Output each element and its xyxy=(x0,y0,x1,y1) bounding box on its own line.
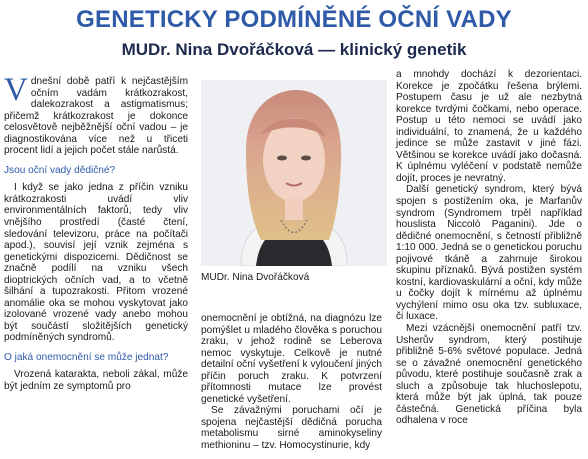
paragraph: onemocnění je obtížná, na diagnózu lze pomýšlet u mladého člověka s poruchou zraku, v jehož rodině se Leberova nemoc vyskytuje. Celkově je nutné detailní oční vyšetření k vyloučení jiných příčin poruch zraku. K potvrzení přítomnosti mutace lze provést genetické vyšetření. xyxy=(201,313,382,405)
article-author: MUDr. Nina Dvořáčková — klinický genetik xyxy=(121,40,467,59)
middle-column xyxy=(201,313,382,452)
paragraph: I když se jako jedna z příčin vzniku krátkozrakosti uvádí vliv environmentálních faktorů, tedy vliv vnějšího prostředí (časté čtení, sledování televizoru, práce na počítači apod.), souvisí její vznik zejména s genetickými dispozicemi. Dědičnost se značně podílí na vzniku všech dioptrických očních vad, a to včetně šilhání a tupozrakosti. Přitom vrozené anomálie oka se mohou vyskytovat jako izolované vrozené vady anebo mohou být součástí složitějších genetický podmíněných syndromů. xyxy=(4,182,188,344)
right-column xyxy=(396,69,582,427)
paragraph: Se závažnými poruchami očí je spojena nejčastější dědičná porucha metabolismu sirné aminokyseliny methioninu – tzv. Homocystinurie, kdy xyxy=(201,405,382,452)
section-heading-diseases: O jaká onemocnění se může jednat? xyxy=(4,351,169,363)
section-heading-hereditary: Jsou oční vady dědičné? xyxy=(4,164,116,176)
article-title: GENETICKY PODMÍNĚNÉ OČNÍ VADY xyxy=(76,6,512,33)
paragraph: Další genetický syndrom, který bývá spojen s postižením oka, je Marfanův syndrom (Syndromem trpěl například houslista Niccolò Paganini). Jde o dědičné onemocnění, s četností přibližně 1:10 000. Jedná se o genetickou poruchu pojivové tkáně a zahrnuje širokou skupinu příznaků. Bývá postižen systém kostní, kardiovaskulární a oční, kdy může u čočky dojít k mírnému až úplnému vychýlení mimo osu oka tzv. subluxace, či luxace. xyxy=(396,184,582,323)
intro-text: dnešní době patří k nejčastějším očním vadám krátkozrakost, dalekozrakost a astigmatismus; přičemž krátkozrakost je dokonce celosvětově nejběžnější oční vadou – je diagnostikována více než u třiceti procent lidí a jejich počet stále narůstá. xyxy=(4,76,188,157)
paragraph: a mnohdy dochází k dezorientaci. Korekce je zpočátku řešena brýlemi. Postupem času je už ale nezbytná korekce tvrdými čočkami, nebo operace. Postup u této nemoci se uvádí jako individuální, to znamená, že u každého jedince se může zastavit v jiné fázi. Většinou se korekce uvádí jako dočasná. K úplnému vyléčení v podstatě nemůže dojít, proces je nevratný. xyxy=(396,69,582,184)
intro-paragraph xyxy=(4,72,188,157)
photo-caption: MUDr. Nina Dvořáčková xyxy=(201,272,310,283)
left-column xyxy=(4,72,188,393)
portrait-illustration xyxy=(201,80,387,266)
author-photo xyxy=(201,80,387,266)
paragraph: Mezi vzácnější onemocnění patří tzv. Usherův syndrom, který postihuje přibližně 5-6% světové populace. Jedná se o závažné onemocnění genetického původu, které postihuje současně zrak a sluch a způsobuje tak hluchoslepotu, která může být jak úplná, tak pouze částečná. Genetická příčina byla odhalena v roce xyxy=(396,323,582,427)
drop-cap: V xyxy=(4,72,28,108)
paragraph: Vrozená katarakta, neboli zákal, může být jedním ze symptomů pro xyxy=(4,369,188,393)
